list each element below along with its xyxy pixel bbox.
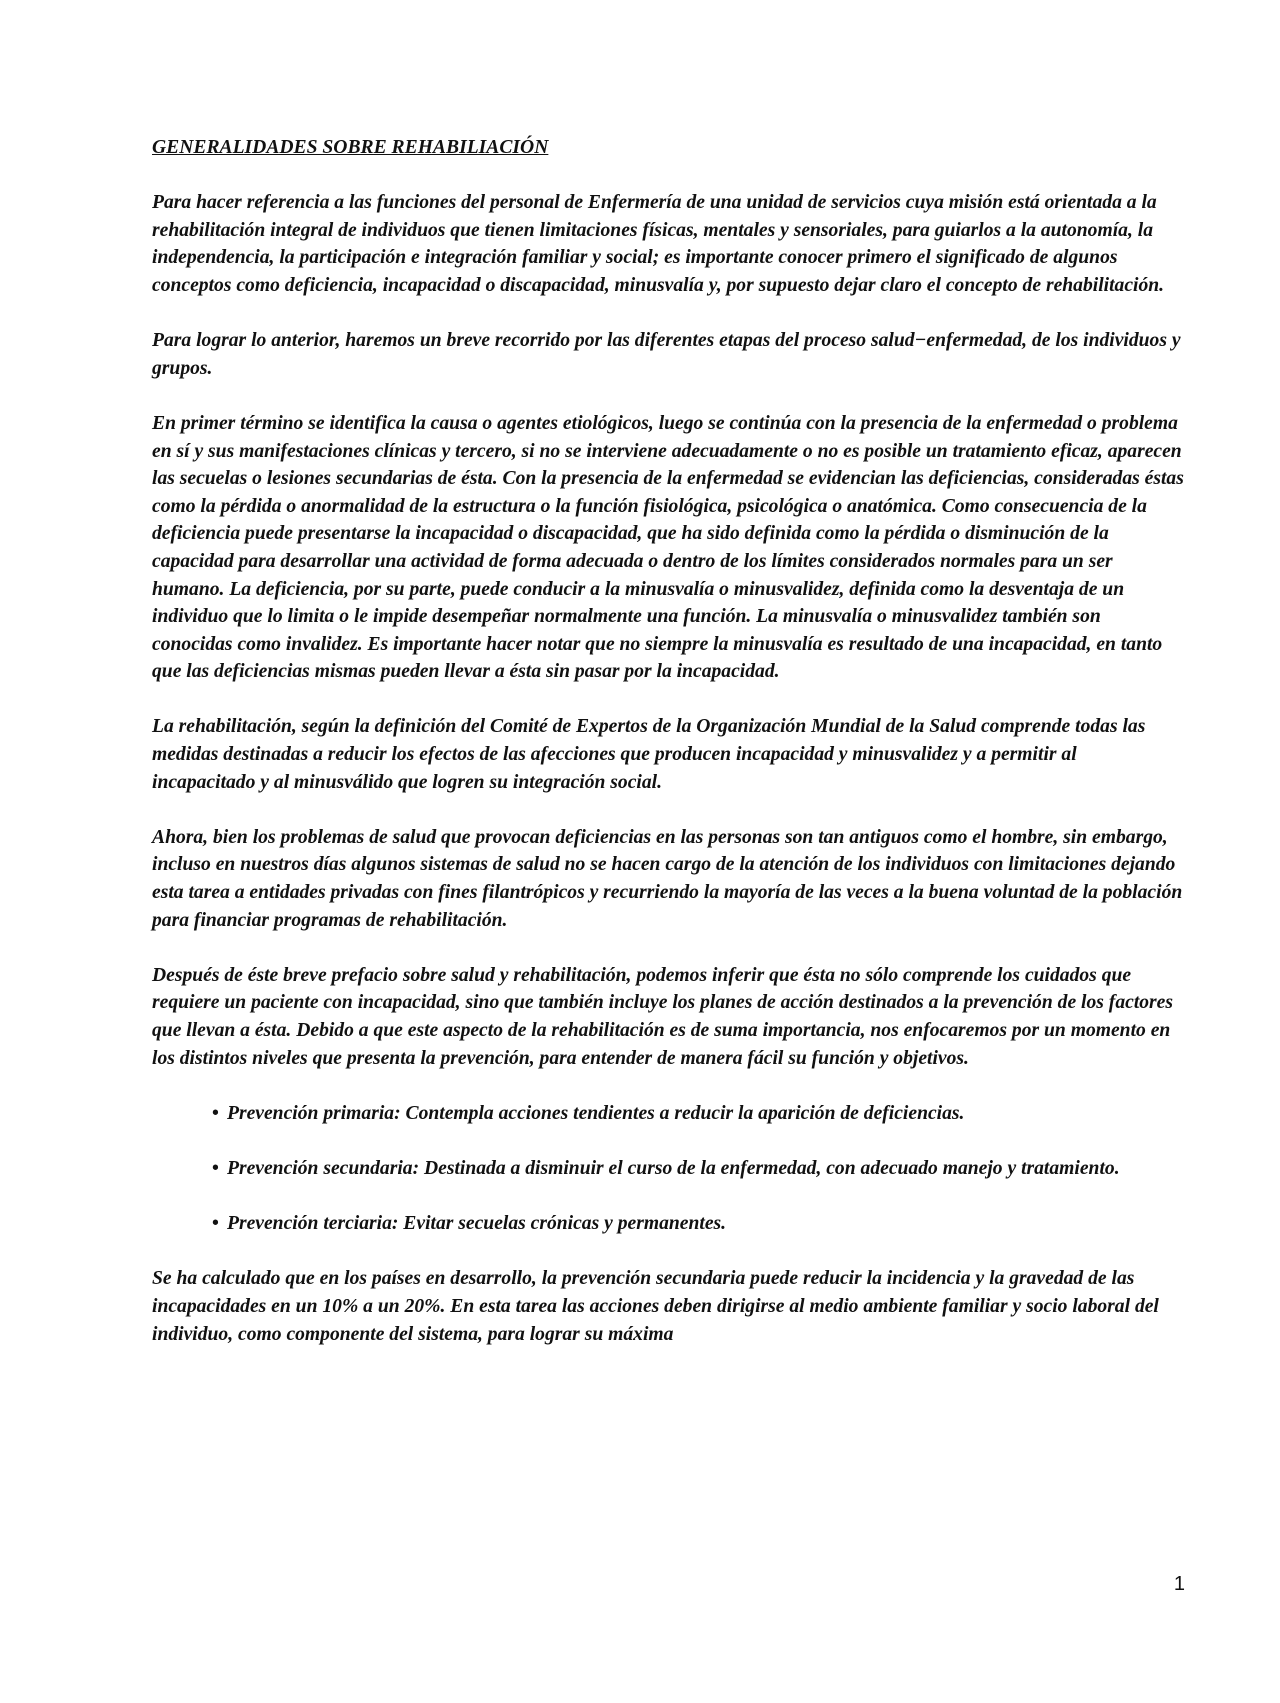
document-body [152,134,1184,1376]
list-item-text: Prevención primaria: Contempla acciones tendientes a reducir la aparición de deficiencias. [227,1102,965,1124]
paragraph-prevention-intro: Después de éste breve prefacio sobre salud y rehabilitación, podemos inferir que ésta no sólo comprende los cuidados que requiere un paciente con incapacidad, sino que también incluye los planes de acción destinados a la prevención de los factores que llevan a ésta. Debido a que este aspecto de la rehabilitación es de suma importancia, nos enfocaremos por un momento en los distintos niveles que presenta la prevención, para entender de manera fácil su función y objetivos. [152,964,1174,1069]
document-title: GENERALIDADES SOBRE REHABILIACIÓN [152,137,549,158]
paragraph-intro: Para hacer referencia a las funciones del personal de Enfermería de una unidad de servicios cuya misión está orientada a la rehabilitación integral de individuos que tienen limitaciones físicas, mentales y sensoriales, para guiarlos a la autonomía, la independencia, la participación e integración familiar y social; es importante conocer primero el significado de algunos conceptos como deficiencia, incapacidad o discapacidad, minusvalía y, por supuesto dejar claro el concepto de rehabilitación. [152,192,1165,296]
bullet-icon: • [212,1213,219,1235]
paragraph-who-definition: La rehabilitación, según la definición del Comité de Expertos de la Organización Mundial de la Salud comprende todas las medidas destinadas a reducir los efectos de las afecciones que producen incapacidad y minusvalidez y a permitir al incapacitado y al minusválido que logren su integración social. [152,716,1146,793]
paragraph-disease-stages: En primer término se identifica la causa o agentes etiológicos, luego se continúa con la presencia de la enfermedad o problema en sí y sus manifestaciones clínicas y tercero, si no se interviene adecuadamente o no es posible un tratamiento eficaz, aparecen las secuelas o lesiones secundarias de ésta. Con la presencia de la enfermedad se evidencian las deficiencias, consideradas éstas como la pérdida o anormalidad de la estructura o la función fisiológica, psicológica o anatómica. Como consecuencia de la deficiencia puede presentarse la incapacidad o discapacidad, que ha sido definida como la pérdida o disminución de la capacidad para desarrollar una actividad de forma adecuada o dentro de los límites considerados normales para un ser humano. La deficiencia, por su parte, puede conducir a la minusvalía o minusvalidez, definida como la desventaja de un individuo que lo limita o le impide desempeñar normalmente una función. La minusvalía o minusvalidez también son conocidas como invalidez. Es importante hacer notar que no siempre la minusvalía es resultado de una incapacidad, en tanto que las deficiencias mismas pueden llevar a ésta sin pasar por la incapacidad. [152,412,1184,683]
paragraph-closing: Se ha calculado que en los países en desarrollo, la prevención secundaria puede reducir la incidencia y la gravedad de las incapacidades en un 10% a un 20%. En esta tarea las acciones deben dirigirse al medio ambiente familiar y socio laboral del individuo, como componente del sistema, para lograr su máxima [152,1268,1159,1345]
paragraph-overview: Para lograr lo anterior, haremos un breve recorrido por las diferentes etapas del proceso salud−enfermedad, de los individuos y grupos. [152,330,1181,379]
page-number: 1 [1173,1573,1185,1595]
paragraph-health-problems: Ahora, bien los problemas de salud que provocan deficiencias en las personas son tan antiguos como el hombre, sin embargo, incluso en nuestros días algunos sistemas de salud no se hacen cargo de la atención de los individuos con limitaciones dejando esta tarea a entidades privadas con fines filantrópicos y recurriendo la mayoría de las veces a la buena voluntad de la población para financiar programas de rehabilitación. [152,826,1183,931]
list-item [212,1155,1184,1183]
prevention-list [152,1100,1184,1238]
list-item-text: Prevención terciaria: Evitar secuelas crónicas y permanentes. [227,1213,727,1235]
list-item [212,1210,1184,1238]
list-item-text: Prevención secundaria: Destinada a disminuir el curso de la enfermedad, con adecuado manejo y tratamiento. [227,1157,1120,1179]
bullet-icon: • [212,1102,219,1124]
list-item [212,1100,1184,1128]
bullet-icon: • [212,1157,219,1179]
